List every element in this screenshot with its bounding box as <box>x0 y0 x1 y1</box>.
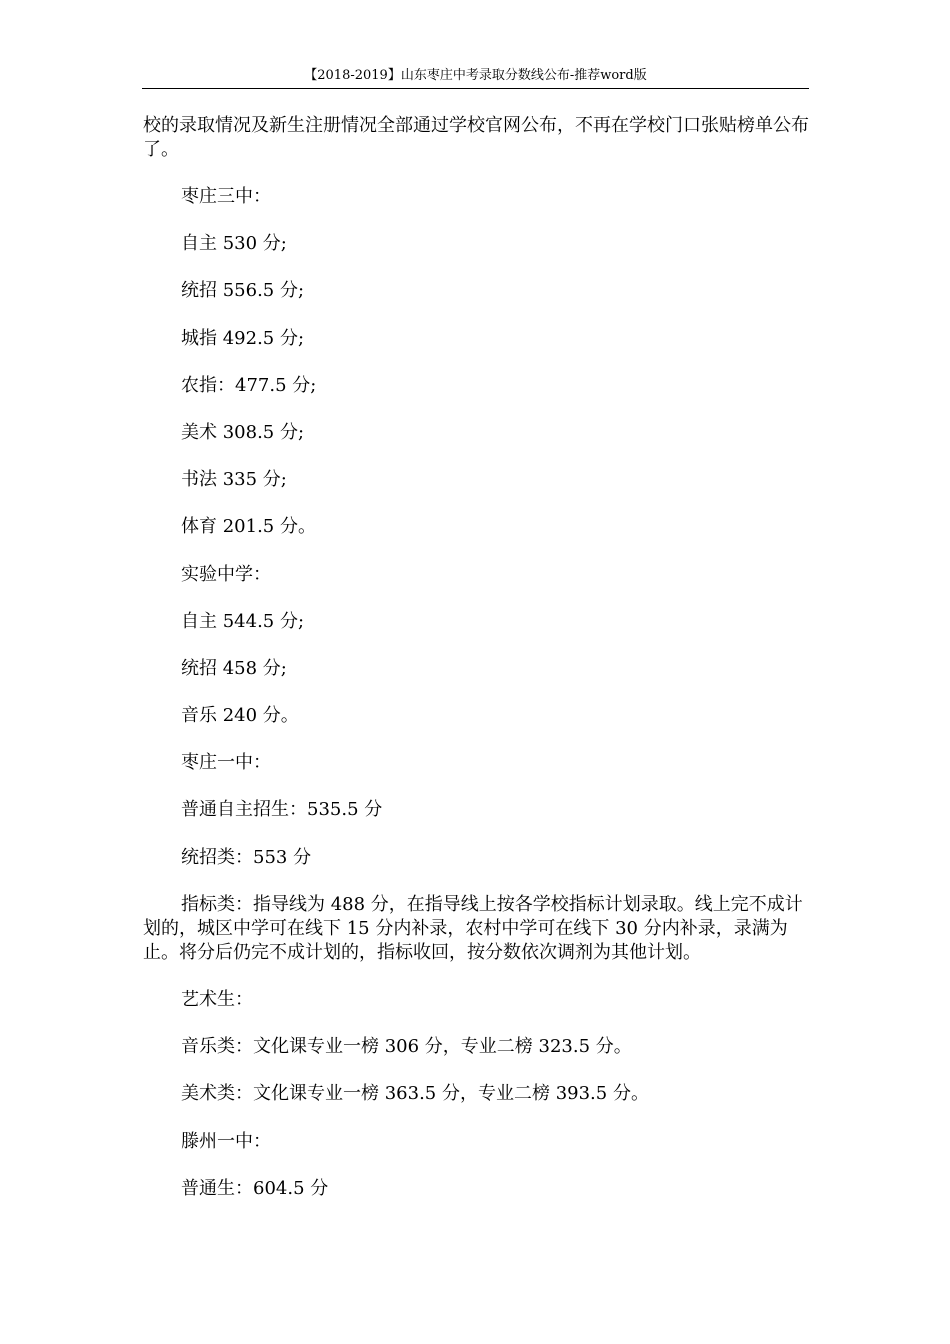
score-line: 美术 308.5 分; <box>181 421 305 443</box>
score-line: 美术类：文化课专业一榜 363.5 分，专业二榜 393.5 分。 <box>181 1083 649 1105</box>
score-line: 普通生：604.5 分 <box>181 1177 329 1199</box>
score-line: 体育 201.5 分。 <box>181 516 316 538</box>
score-line: 自主 544.5 分; <box>181 610 305 632</box>
page-header: 【2018-2019】山东枣庄中考录取分数线公布-推荐word版 <box>304 68 647 83</box>
score-line: 音乐类：文化课专业一榜 306 分，专业二榜 323.5 分。 <box>181 1036 632 1058</box>
intro-paragraph: 校的录取情况及新生注册情况全部通过学校官网公布，不再在学校门口张贴榜单公布了。 <box>143 115 809 160</box>
score-line: 统招 458 分; <box>181 657 287 679</box>
quota-paragraph: 指标类：指导线为 488 分，在指导线上按各学校指标计划录取。线上完不成计划的，城区中学可在线下 15 分内补录，农村中学可在线下 30 分内补录，录满为止。将分后仍完不成计划的，指标收回，按分数依次调剂为其他计划。 <box>143 893 803 963</box>
school-heading-experimental: 实验中学： <box>181 563 271 585</box>
section-heading-art: 艺术生： <box>181 989 253 1010</box>
score-line: 音乐 240 分。 <box>181 705 299 727</box>
school-heading-zaozhuang-no3: 枣庄三中： <box>181 186 271 207</box>
score-line: 书法 335 分; <box>181 469 287 491</box>
score-line: 普通自主招生：535.5 分 <box>181 799 383 821</box>
score-line: 统招类：553 分 <box>181 846 312 868</box>
document-body <box>143 114 811 1224</box>
school-heading-zaozhuang-no1: 枣庄一中： <box>181 752 271 774</box>
header-divider <box>142 88 809 89</box>
school-heading-tengzhou-no1: 滕州一中： <box>181 1130 271 1152</box>
score-line: 农指：477.5 分; <box>181 374 317 396</box>
score-line: 自主 530 分; <box>181 233 287 255</box>
score-line: 城指 492.5 分; <box>181 327 305 349</box>
score-line: 统招 556.5 分; <box>181 280 305 302</box>
